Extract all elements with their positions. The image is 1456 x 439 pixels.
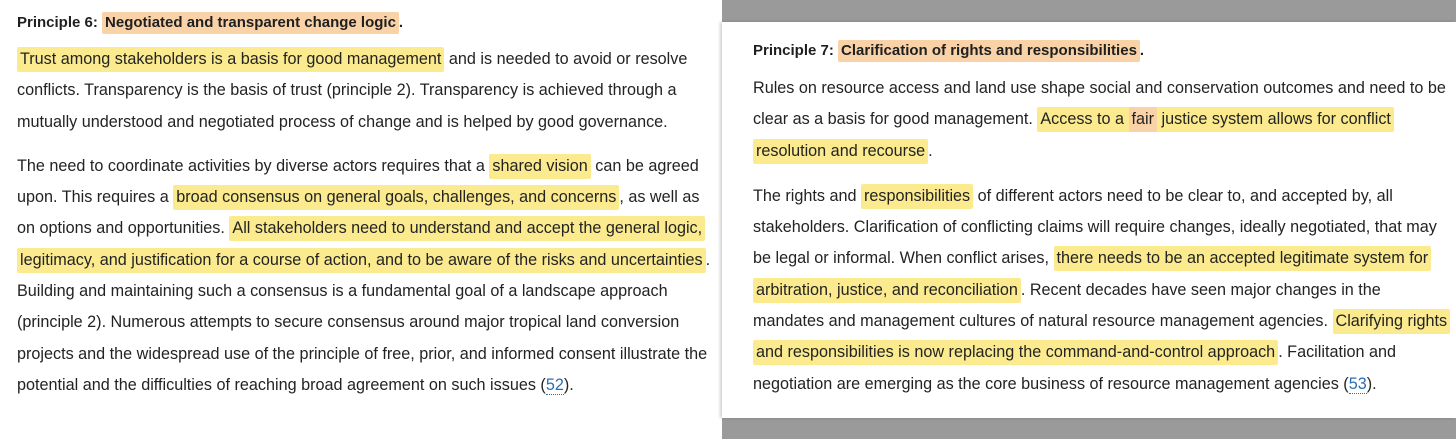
- highlight-text: Access to a: [1040, 110, 1129, 129]
- principle-6-paragraph-2: [17, 151, 717, 401]
- paragraph-text: ).: [1366, 374, 1377, 393]
- principle-7-section: [753, 39, 1453, 400]
- highlight-responsibilities[interactable]: responsibilities: [861, 184, 973, 209]
- paragraph-text: can be agreed upon. This requires a: [17, 156, 699, 207]
- paragraph-text: .: [928, 141, 933, 160]
- principle-7-paragraph-2: [753, 181, 1453, 400]
- highlight-all-stakeholders[interactable]: All stakeholders need to understand and accept the general logic, legitimacy, and justification for a course of action, and to be aware of the risks and uncertainties: [17, 216, 706, 272]
- highlight-broad-consensus[interactable]: broad consensus on general goals, challenges, and concerns: [173, 185, 619, 210]
- principle-7-label: Principle 7:: [753, 42, 834, 59]
- highlight-fair[interactable]: fair: [1129, 107, 1158, 132]
- principle-6-heading: [17, 11, 717, 35]
- principle-6-label: Principle 6:: [17, 14, 98, 31]
- paragraph-text: . Facilitation and negotiation are emerging as the core business of resource management agencies (: [753, 343, 1397, 393]
- paragraph-text: , as well as on options and opportunities.: [17, 188, 700, 238]
- paragraph-text: The rights and: [753, 186, 861, 205]
- heading-period: .: [1139, 42, 1145, 59]
- principle-7-title-highlight[interactable]: Clarification of rights and responsibilities: [838, 40, 1140, 62]
- principle-7-heading: [753, 39, 1453, 63]
- heading-period: .: [398, 14, 404, 31]
- paragraph-text: ).: [563, 375, 574, 394]
- paragraph-text: of different actors need to be clear to, and accepted by, all stakeholders. Clarification of conflicting claims will require changes, ideally negotiated, that may be legal or informal. When conflict arises,: [753, 186, 1437, 268]
- principle-6-section: [17, 11, 717, 401]
- highlight-trust[interactable]: Trust among stakeholders is a basis for good management: [17, 47, 444, 72]
- left-document-pane: [0, 0, 722, 439]
- paragraph-text: . Building and maintaining such a consensus is a fundamental goal of a landscape approach (principle 2). Numerous attempts to secure consensus around major tropical land conversion projects and the widespread use of the principle of free, prior, and informed consent illustrate the potential and the difficulties of reaching broad agreement on such issues (: [17, 250, 711, 394]
- paragraph-text: Rules on resource access and land use shape social and conservation outcomes and need to be clear as a basis for good management.: [753, 79, 1446, 129]
- reference-link-52[interactable]: 52: [545, 375, 564, 394]
- principle-6-paragraph-1: [17, 44, 717, 138]
- principle-6-title-highlight[interactable]: Negotiated and transparent change logic: [102, 12, 399, 34]
- highlight-shared-vision[interactable]: shared vision: [489, 154, 590, 179]
- paragraph-text: and is needed to avoid or resolve conflicts. Transparency is the basis of trust (principle 2). Transparency is achieved through a mutually understood and negotiated process of change and is helped by good governance.: [17, 50, 688, 131]
- paragraph-text: . Recent decades have seen major changes in the mandates and management cultures of natural resource management agencies.: [753, 280, 1381, 331]
- reference-link-53[interactable]: 53: [1348, 374, 1367, 393]
- principle-7-paragraph-1: [753, 73, 1453, 167]
- highlight-text: justice system allows for conflict resolution and recourse: [756, 110, 1391, 160]
- right-document-pane: [722, 22, 1456, 418]
- paragraph-text: The need to coordinate activities by diverse actors requires that a: [17, 156, 490, 175]
- highlight-arbitration-system[interactable]: there needs to be an accepted legitimate system for arbitration, justice, and reconciliation: [753, 246, 1431, 302]
- highlight-clarifying-rights[interactable]: Clarifying rights and responsibilities is now replacing the command-and-control approach: [753, 309, 1450, 365]
